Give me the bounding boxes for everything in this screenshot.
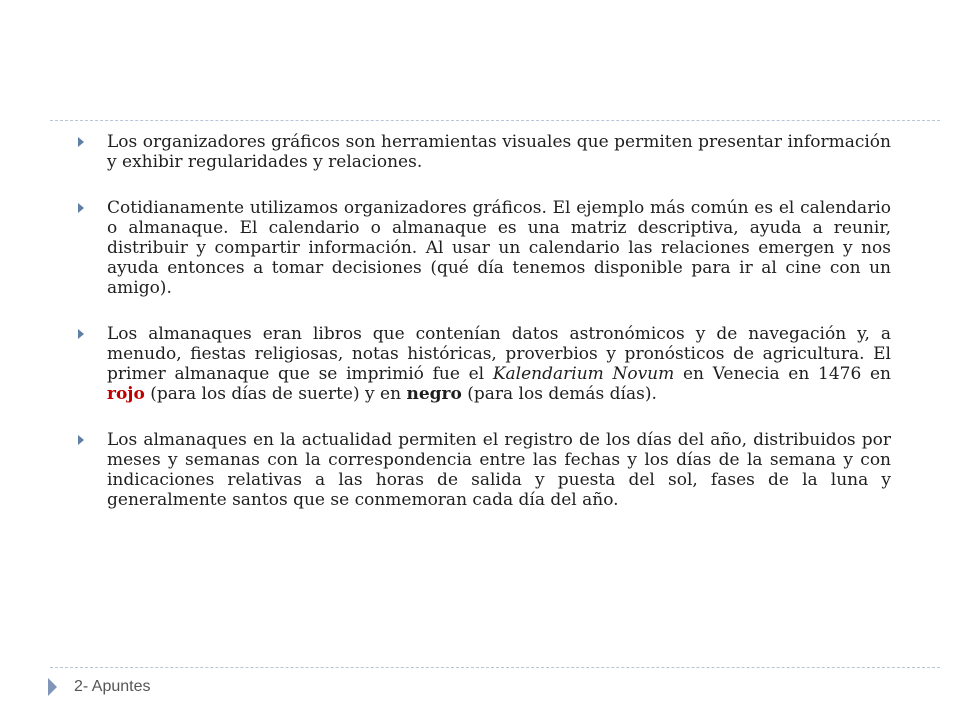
bullet-text-part-3: (para los días de suerte) y en: [144, 384, 407, 404]
black-keyword: negro: [406, 384, 462, 404]
bullet-text: Cotidianamente utilizamos organizadores gráficos. El ejemplo más común es el calendario o almanaque. El calendario o almanaque es una matriz descriptiva, ayuda a reunir, distribuir y compartir información. Al usar un calendario las relaciones emergen y nos ayuda entonces a tomar decisiones (qué día tenemos disponible para ir al cine con un amigo).: [107, 198, 891, 298]
bullet-item-2: [78, 198, 891, 298]
bullet-text: Los almanaques en la actualidad permiten el registro de los días del año, distribuidos por meses y semanas con la correspondencia entre las fechas y los días de la semana y con indicaciones relativas a las horas de salida y puesta del sol, fases de la luna y generalmente santos que se conmemoran cada día del año.: [107, 430, 891, 510]
triangle-footer-icon: [48, 678, 57, 696]
bullet-item-1: [78, 132, 891, 172]
red-keyword: rojo: [107, 384, 145, 404]
bullet-item-3: [78, 324, 891, 404]
slide-footer: [48, 676, 151, 698]
top-divider: [50, 120, 940, 121]
footer-label: 2- Apuntes: [74, 678, 151, 695]
bullet-list: [78, 132, 891, 510]
bullet-text-part-2: en Venecia en 1476 en: [674, 364, 892, 384]
bullet-text: Los organizadores gráficos son herramientas visuales que permiten presentar información y exhibir regularidades y relaciones.: [107, 132, 891, 172]
bullet-text-part-4: (para los demás días).: [461, 384, 657, 404]
triangle-bullet-icon: [78, 203, 84, 213]
triangle-bullet-icon: [78, 137, 84, 147]
triangle-bullet-icon: [78, 329, 84, 339]
triangle-bullet-icon: [78, 435, 84, 445]
bullet-item-4: [78, 430, 891, 510]
bullet-text-part-1: Los almanaques eran libros que contenían datos astronómicos y de navegación y, a menudo, fiestas religiosas, notas históricas, proverbios y pronósticos de agricultura. El primer almanaque que se imprimió fue el: [107, 324, 891, 384]
kalendarium-title: Kalendarium Novum: [492, 364, 675, 384]
bottom-divider: [50, 667, 940, 668]
